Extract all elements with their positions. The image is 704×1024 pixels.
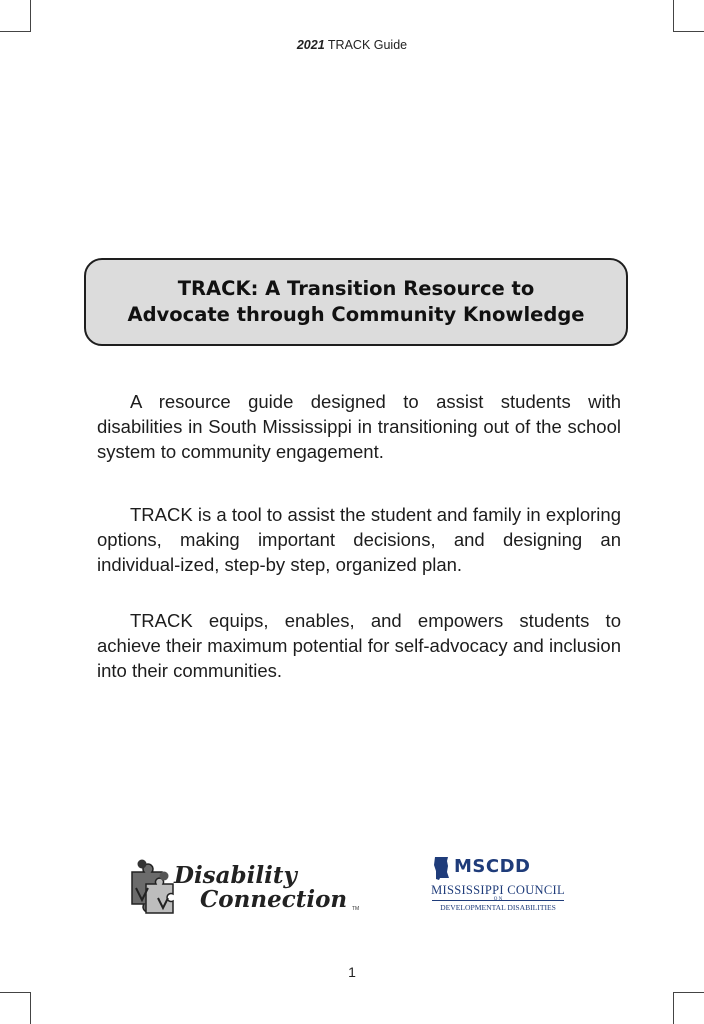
paragraph-tool: TRACK is a tool to assist the student and family in exploring options, making important decisions, and designing an individual-ized, step-by step, organized plan. — [97, 504, 621, 575]
crop-mark-bottom-right-v — [673, 992, 674, 1024]
mscdd-abbreviation: MSCDD — [454, 856, 531, 877]
trademark-mark: TM — [352, 906, 360, 912]
crop-mark-top-right-h — [674, 31, 704, 32]
paragraph-intro: A resource guide designed to assist students with disabilities in South Mississippi in transitioning out of the school system to community engagement. — [97, 391, 621, 462]
mscdd-on-text: O N — [493, 897, 503, 902]
title-line-1: TRACK: A Transition Resource to — [177, 277, 535, 300]
mscdd-logo — [428, 856, 570, 916]
title-line-2: Advocate through Community Knowledge — [127, 303, 585, 326]
crop-mark-bottom-right-h — [674, 992, 704, 993]
disability-logo-text: Disability — [174, 862, 297, 889]
paragraph-equips: TRACK equips, enables, and empowers students to achieve their maximum potential for self-advocacy and inclusion into their communities. — [97, 610, 621, 681]
crop-mark-top-left-h — [0, 31, 30, 32]
mscdd-developmental-disabilities: DEVELOPMENTAL DISABILITIES — [440, 903, 556, 912]
mscdd-council-name: MISSISSIPPI COUNCIL — [431, 883, 565, 897]
page-number: 1 — [348, 964, 356, 980]
mississippi-state-icon — [432, 856, 452, 880]
header-title: TRACK Guide — [327, 38, 408, 52]
crop-mark-top-right-v — [673, 0, 674, 32]
running-header — [0, 38, 704, 52]
crop-mark-bottom-left-v — [30, 992, 31, 1024]
title-box — [84, 258, 628, 346]
crop-mark-bottom-left-h — [0, 992, 30, 993]
disability-connection-logo — [126, 858, 366, 920]
connection-logo-text: Connection — [200, 886, 348, 913]
crop-mark-top-left-v — [30, 0, 31, 32]
header-year: 2021 — [296, 38, 325, 52]
